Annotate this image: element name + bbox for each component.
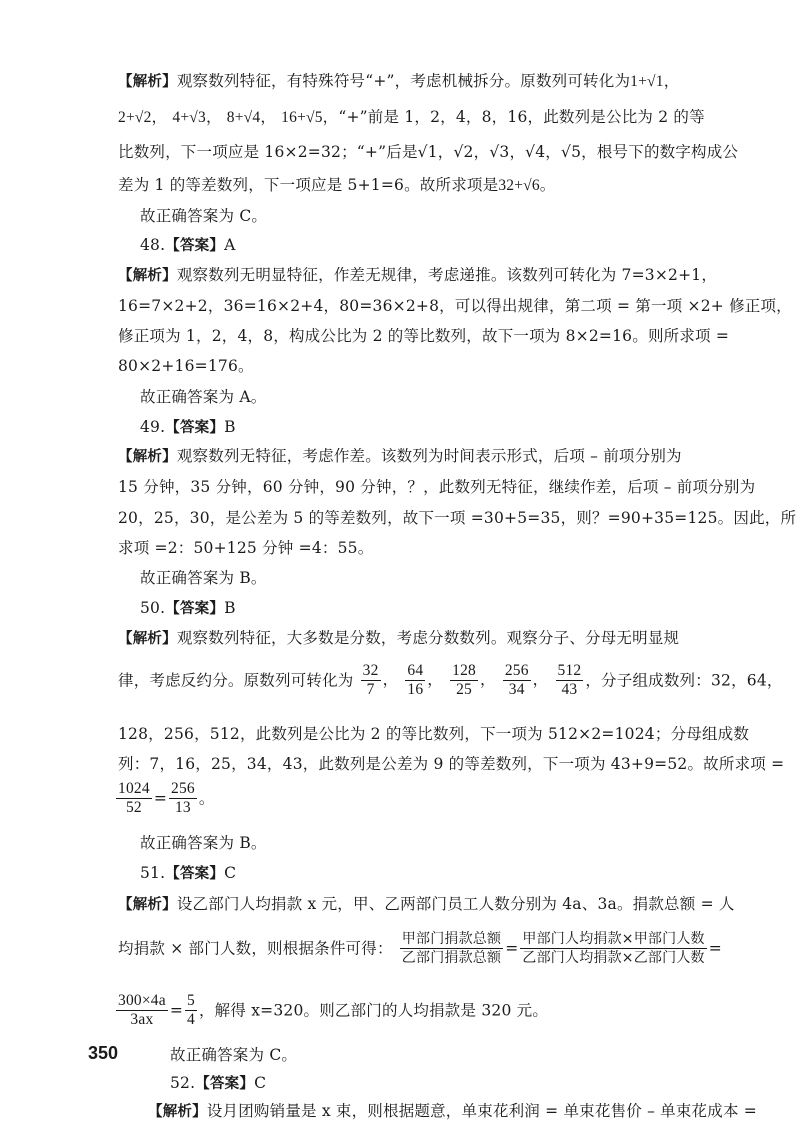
q47-line-3: 比数列，下一项应是 16×2=32；“+”后是√1，√2，√3，√4，√5，根号下的数字构成公 [118,143,739,161]
q48-line-3: 修正项为 1，2，4，8，构成公比为 2 的等比数列，故下一项为 8×2=16。则所求项 = [118,327,730,345]
q50-line-4: 列：7，16，25，34，43，此数列是公差为 9 的等差数列，下一项为 43+9=52。故所求项 = [118,755,785,773]
q51-conclusion: 故正确答案为 C。 [170,1046,298,1064]
q49-line-4: 求项 =2：50+125 分钟 =4：55。 [118,539,374,557]
q47-line-4: 差为 1 的等差数列，下一项应是 5+1=6。故所求项是32+√6。 [118,176,556,194]
q52-line-1: 【解析】设月团购销量是 x 束，则根据题意，单束花利润 = 单束花售价 – 单束花成本 = [148,1102,757,1120]
q49-line-1: 【解析】观察数列无特征，考虑作差。该数列为时间表示形式，后项 – 前项分别为 [118,447,682,465]
fraction-5-4: $\frac{5}{4}$ [187,992,195,1028]
q49-conclusion: 故正确答案为 B。 [140,569,267,587]
q48-line-4: 80×2+16=176。 [118,357,254,375]
q51-line-3: $\frac{300\times 4a}{3ax}$ = $\frac{5}{4}$ ，解得 x=320。则乙部门的人均捐款是 320 元。 [118,992,549,1028]
q50-answer-line: 50.【答案】B [140,599,236,617]
fraction-donation-totals: $\frac{\text{甲部门捐款总额}}{\text{乙部门捐款总额}}$ [401,931,502,966]
q51-line-2: 均捐款 × 部门人数，则根据条件可得： $\frac{\text{甲部门捐款总额}}{\text{乙部门捐款总额}}$ = $\frac{\text{甲部门人均捐款×甲部门人数}}{\text{乙部门人均捐款×乙部门人数}}$ = [118,931,722,966]
q50-line-3: 128，256，512，此数列是公比为 2 的等比数列，下一项为 512×2=1024；分母组成数 [118,725,750,743]
q49-line-2: 15 分钟，35 分钟，60 分钟，90 分钟，？，此数列无特征，继续作差，后项 – 前项分别为 [118,478,756,496]
fraction-donation-breakdown: $\frac{\text{甲部门人均捐款×甲部门人数}}{\text{乙部门人均捐款×乙部门人数}}$ [522,931,705,966]
q47-conclusion: 故正确答案为 C。 [140,207,268,225]
q48-answer-line: 48.【答案】A [140,236,236,254]
fraction-1024-52: $\frac{1024}{52}$ [118,780,150,816]
fraction-512-43: $\frac{512}{43}$ [557,662,582,698]
q49-line-3: 20，25，30，是公差为 5 的等差数列，故下一项 =30+5=35，则？=90+35=125。因此，所 [118,509,797,527]
q48-conclusion: 故正确答案为 A。 [140,388,267,406]
q51-answer-line: 51.【答案】C [140,864,237,882]
fraction-128-25: $\frac{128}{25}$ [452,662,476,698]
page-number: 350 [88,1043,119,1063]
q52-answer-line: 52.【答案】C [170,1074,267,1092]
q47-line-1: 【解析】观察数列特征，有特殊符号“+”，考虑机械拆分。原数列可转化为1+√1， [118,72,680,90]
q50-line-1: 【解析】观察数列特征，大多数是分数，考虑分数数列。观察分子、分母无明显规 [118,629,680,647]
analysis-label: 【解析】 [118,74,177,90]
fraction-256-34: $\frac{256}{34}$ [504,662,529,698]
q51-line-1: 【解析】设乙部门人均捐款 x 元，甲、乙两部门员工人数分别为 4a、3a。捐款总额 = 人 [118,895,735,913]
q50-conclusion: 故正确答案为 B。 [140,834,267,852]
q49-answer-line: 49.【答案】B [140,418,236,436]
fraction-300x4a-3ax: $\frac{300\times 4a}{3ax}$ [118,992,166,1028]
q50-result: $\frac{1024}{52}$ = $\frac{256}{13}$ 。 [118,780,215,816]
fraction-32-7: $\frac{32}{7}$ [362,662,379,698]
fraction-64-16: $\frac{64}{16}$ [407,662,424,698]
q48-line-1: 【解析】观察数列无明显特征，作差无规律，考虑递推。该数列可转化为 7=3×2+1， [118,266,718,284]
fraction-256-13: $\frac{256}{13}$ [171,780,195,816]
q50-line-2: 律，考虑反约分。原数列可转化为 $\frac{32}{7}$ ， $\frac{64}{16}$ ， $\frac{128}{25}$ ， $\frac{256}{34}$ ， $\frac{512}{43}$ ，分子组成数列：32，64， [118,662,783,698]
q48-line-2: 16=7×2+2，36=16×2+4，80=36×2+8，可以得出规律，第二项 = 第一项 ×2+ 修正项， [118,297,792,315]
q47-line-2: 2+√2， 4+√3， 8+√4， 16+√5，“+”前是 1，2，4，8，16，此数列是公比为 2 的等 [118,108,705,126]
